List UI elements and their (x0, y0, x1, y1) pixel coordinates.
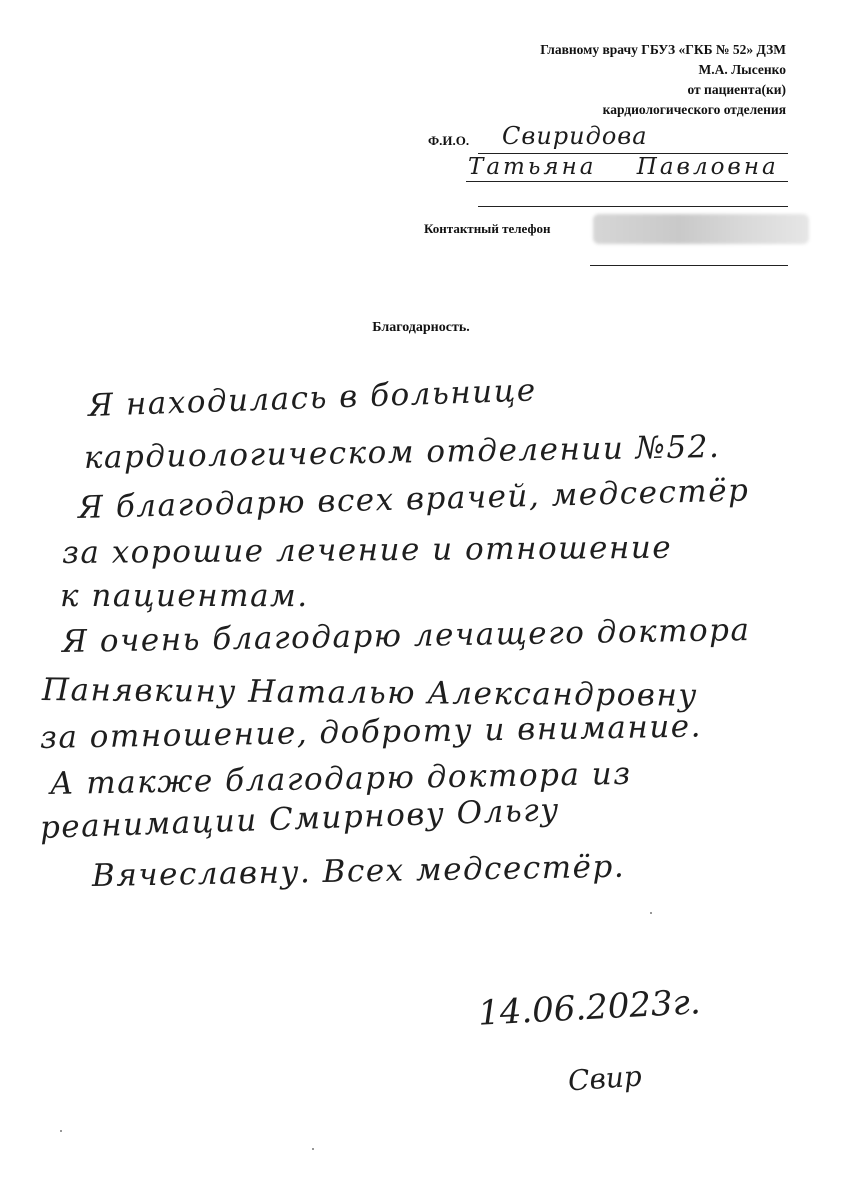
addressee-line-2: М.А. Лысенко (698, 62, 786, 77)
document-title: Благодарность. (372, 320, 470, 335)
letter-line: Я очень благодарю лечащего доктора (61, 611, 751, 660)
addressee-line-4: кардиологического отделения (602, 102, 786, 117)
scan-speck (60, 1130, 62, 1132)
scan-speck (312, 1148, 314, 1150)
letter-line: за отношение, доброту и внимание. (39, 708, 703, 756)
contact-phone-label: Контактный телефон (424, 221, 551, 236)
addressee-line-1: Главному врачу ГБУЗ «ГКБ № 52» ДЗМ (540, 42, 786, 57)
letter-line: к пациентам. (60, 578, 309, 614)
letter-line: А также благодарю доктора из (49, 755, 632, 802)
fio-label: Ф.И.О. (428, 133, 470, 148)
letter-line: Я находилась в больнице (87, 372, 538, 424)
fio-name-patronymic: Татьяна Павловна (468, 154, 779, 180)
handwritten-signature: Свир (566, 1059, 643, 1098)
letter-line: Я благодарю всех врачей, медсестёр (77, 472, 750, 526)
letter-line: кардиологическом отделении №52. (83, 428, 721, 476)
scan-speck (650, 912, 652, 914)
handwritten-date: 14.06.2023г. (477, 982, 702, 1034)
letter-line: за хорошие лечение и отношение (61, 529, 673, 571)
addressee-line-3: от пациента(ки) (687, 82, 786, 97)
letter-line: реанимации Смирнову Ольгу (39, 791, 561, 846)
letter-line: Вячеславну. Всех медсестёр. (91, 848, 626, 894)
letter-line: Панявкину Наталью Александровну (41, 672, 698, 714)
fio-surname: Свиридова (502, 122, 648, 150)
